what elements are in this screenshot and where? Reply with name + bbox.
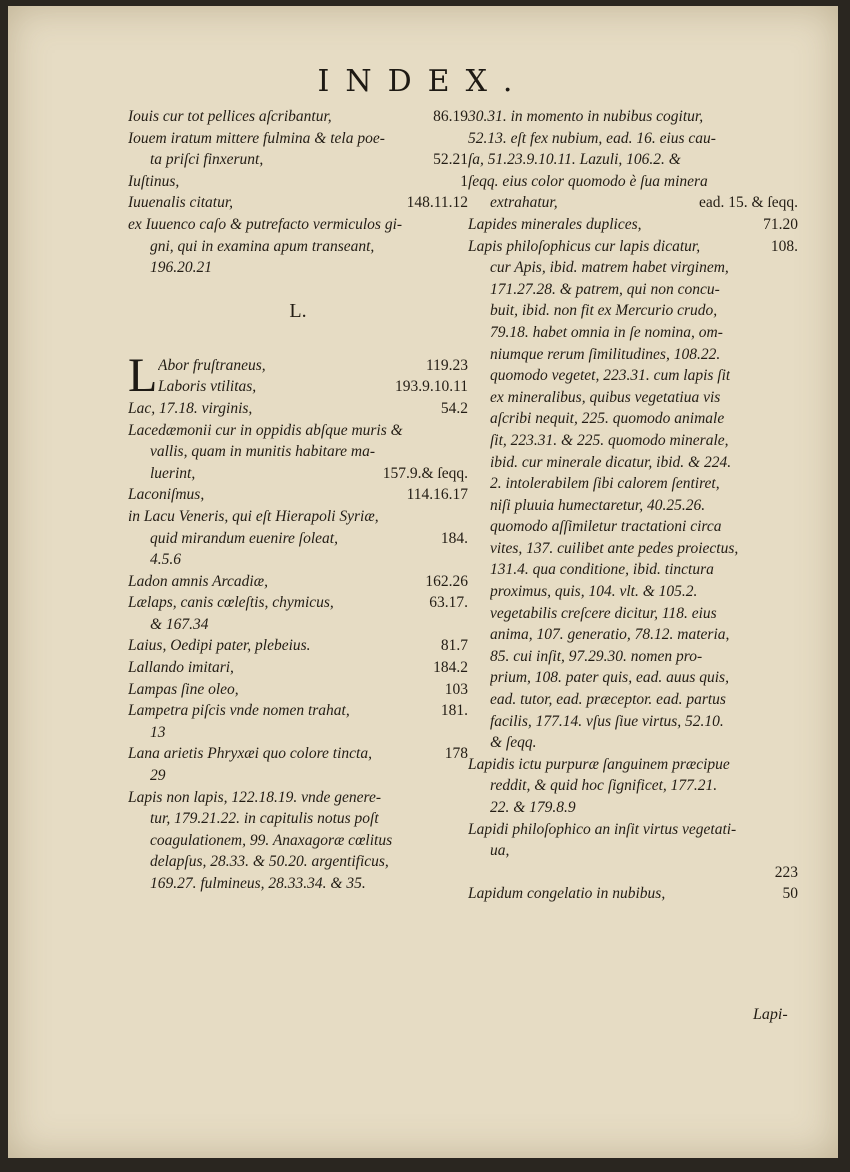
index-line — [468, 711, 798, 733]
page-reference — [792, 840, 798, 862]
drop-cap-letter: L — [128, 348, 158, 402]
index-text: ua, — [490, 842, 510, 860]
index-text: Lana arietis Phryxæi quo colore tincta, — [128, 745, 372, 763]
index-line — [468, 192, 798, 214]
index-line — [468, 862, 798, 884]
index-line — [158, 355, 468, 377]
index-entry — [128, 484, 468, 506]
index-text: Lapis non lapis, 122.18.19. vnde genere- — [128, 788, 381, 806]
page-reference: 184.2 — [433, 659, 468, 677]
page-reference: 50 — [782, 885, 798, 903]
page-reference — [792, 754, 798, 776]
index-line — [128, 765, 468, 787]
page-reference: 63.17. — [429, 594, 468, 612]
page-reference — [792, 473, 798, 495]
index-line — [128, 808, 468, 830]
index-text: vites, 137. cuilibet ante pedes proiectus, — [490, 539, 739, 557]
index-line — [468, 452, 798, 474]
index-line — [468, 516, 798, 538]
index-text: 79.18. habet omnia in ſe nomina, om- — [490, 323, 723, 341]
page-reference — [792, 797, 798, 819]
index-line — [128, 398, 468, 420]
index-line — [468, 646, 798, 668]
page-reference — [792, 365, 798, 387]
index-text: reddit, & quid hoc ſignificet, 177.21. — [490, 777, 718, 795]
index-text: Laconiſmus, — [128, 486, 205, 504]
index-text: 22. & 179.8.9 — [490, 799, 576, 816]
index-text: niumque rerum ſimilitudines, 108.22. — [490, 345, 721, 363]
page-reference — [792, 149, 798, 171]
index-line — [128, 743, 468, 765]
dropcap-entry — [128, 348, 468, 402]
index-line — [468, 689, 798, 711]
index-line — [468, 624, 798, 646]
index-text: & 167.34 — [150, 615, 209, 633]
left-entries-bottom — [128, 398, 468, 895]
index-line — [128, 549, 468, 571]
index-text: ta priſci finxerunt, — [150, 151, 264, 169]
index-text: Iuuenalis citatur, — [128, 194, 234, 212]
index-text: Lapides minerales duplices, — [468, 215, 642, 233]
index-line — [128, 506, 468, 528]
page-reference — [792, 775, 798, 797]
index-entry — [468, 883, 798, 905]
index-text: cur Apis, ibid. matrem habet virginem, — [490, 259, 729, 277]
index-text: niſi pluuia humectaretur, 40.25.26. — [490, 496, 706, 514]
index-line — [128, 571, 468, 593]
index-line — [468, 387, 798, 409]
index-line — [468, 775, 798, 797]
page-reference — [792, 171, 798, 193]
index-line — [128, 722, 468, 744]
page-reference: 1 — [460, 172, 468, 190]
index-line — [468, 322, 798, 344]
index-text: 2. intolerabilem ſibi calorem ſentiret, — [490, 475, 720, 493]
page-reference: 114.16.17 — [406, 486, 468, 504]
page-reference: 184. — [440, 529, 468, 547]
index-entry — [468, 214, 798, 236]
index-text: facilis, 177.14. vſus ſiue virtus, 52.10. — [490, 712, 724, 730]
index-text: ſit, 223.31. & 225. quomodo minerale, — [490, 431, 729, 449]
index-text: 196.20.21 — [150, 259, 212, 277]
index-entry — [468, 754, 798, 819]
page-reference — [792, 603, 798, 625]
index-entry — [128, 787, 468, 895]
index-text: ſa, 51.23.9.10.11. Lazuli, 106.2. & — [468, 151, 681, 169]
page-reference: 148.11.12 — [406, 194, 468, 212]
page-reference: 178 — [444, 745, 468, 763]
index-text: 13 — [150, 723, 166, 741]
page-reference — [792, 689, 798, 711]
index-text: Iouis cur tot pellices aſcribantur, — [128, 108, 332, 125]
index-text: buit, ibid. non fit ex Mercurio crudo, — [490, 302, 718, 320]
page-reference — [792, 559, 798, 581]
index-entry — [128, 635, 468, 657]
index-text: Lampas ſine oleo, — [128, 680, 239, 698]
index-entry — [128, 398, 468, 420]
index-entry — [128, 592, 468, 635]
page-reference: 119.23 — [425, 356, 468, 374]
left-entries-top — [128, 106, 468, 279]
index-entry — [128, 128, 468, 171]
index-line — [468, 257, 798, 279]
index-text: delapſus, 28.33. & 50.20. argentificus, — [150, 853, 389, 871]
index-text: & ſeqq. — [490, 734, 537, 752]
index-line — [468, 581, 798, 603]
page-reference — [792, 128, 798, 150]
index-line — [128, 463, 468, 485]
page-reference — [792, 452, 798, 474]
index-text: 171.27.28. & patrem, qui non concu- — [490, 280, 720, 298]
index-line — [128, 528, 468, 550]
index-text: Iuſtinus, — [128, 172, 180, 190]
page-reference — [792, 538, 798, 560]
index-line — [128, 149, 468, 171]
index-line — [468, 300, 798, 322]
index-text: gni, qui in examina apum transeant, — [150, 237, 375, 255]
page-reference: 157.9.& ſeqq. — [382, 464, 468, 482]
index-line — [128, 236, 468, 258]
index-line — [128, 614, 468, 636]
page-reference — [792, 667, 798, 689]
index-line — [128, 128, 468, 150]
index-line — [468, 495, 798, 517]
index-line — [468, 473, 798, 495]
index-text: ibid. cur minerale dicatur, ibid. & 224. — [490, 453, 732, 471]
index-text: anima, 107. generatio, 78.12. materia, — [490, 626, 730, 644]
index-line — [468, 408, 798, 430]
index-line — [128, 873, 468, 895]
index-text: ead. tutor, ead. præceptor. ead. partus — [490, 691, 726, 709]
page-reference: 71.20 — [763, 215, 798, 233]
index-text: vallis, quam in munitis habitare ma- — [150, 443, 376, 461]
page-reference — [792, 819, 798, 841]
page-reference — [792, 495, 798, 517]
index-text: tur, 179.21.22. in capitulis notus poſt — [150, 810, 379, 828]
catchword: Lapi- — [753, 1006, 788, 1023]
page-reference — [792, 516, 798, 538]
page-reference — [792, 387, 798, 409]
index-line — [468, 171, 798, 193]
index-line — [128, 787, 468, 809]
index-line — [128, 214, 468, 236]
page-reference: 193.9.10.11 — [394, 378, 468, 396]
index-text: Lapis philoſophicus cur lapis dicatur, — [468, 237, 701, 255]
index-text: Iouem iratum mittere fulmina & tela poe- — [128, 129, 385, 147]
index-line — [128, 851, 468, 873]
index-line — [468, 797, 798, 819]
index-text: 131.4. qua conditione, ibid. tinctura — [490, 561, 714, 579]
page-reference — [792, 279, 798, 301]
index-line — [128, 592, 468, 614]
page-reference: 81.7 — [440, 637, 468, 655]
index-text: Lapidum congelatio in nubibus, — [468, 885, 666, 903]
page-reference: 54.2 — [440, 399, 468, 417]
page-reference — [792, 581, 798, 603]
index-entry — [128, 192, 468, 214]
index-entry — [128, 743, 468, 786]
index-text: Ladon amnis Arcadiæ, — [128, 572, 268, 590]
index-entry — [128, 171, 468, 193]
page-reference — [792, 646, 798, 668]
page-reference — [792, 257, 798, 279]
index-line — [128, 106, 468, 128]
page-reference: 52.21 — [433, 151, 468, 169]
index-line — [468, 667, 798, 689]
index-entry — [128, 679, 468, 701]
index-line — [128, 830, 468, 852]
index-line — [468, 819, 798, 841]
index-line — [468, 732, 798, 754]
index-line — [128, 700, 468, 722]
page-reference — [792, 300, 798, 322]
index-text: Lælaps, canis cœleſtis, chymicus, — [128, 594, 334, 612]
page-reference: 162.26 — [425, 572, 468, 590]
index-line — [158, 376, 468, 398]
page-reference — [792, 106, 798, 128]
index-line — [128, 679, 468, 701]
page-reference — [792, 322, 798, 344]
left-column — [128, 106, 468, 895]
index-line — [128, 635, 468, 657]
index-text: ex mineralibus, quibus vegetatiua vis — [490, 388, 721, 406]
index-text: 169.27. fulmineus, 28.33.34. & 35. — [150, 875, 366, 892]
index-line — [468, 538, 798, 560]
index-line — [128, 257, 468, 279]
page-reference: 223 — [774, 863, 798, 881]
index-line — [468, 603, 798, 625]
index-line — [468, 559, 798, 581]
index-text: Lampetra piſcis vnde nomen trahat, — [128, 702, 350, 720]
page-reference — [792, 732, 798, 754]
index-entry — [468, 236, 798, 754]
index-text: Abor fruſtraneus, — [158, 356, 266, 374]
index-line — [128, 192, 468, 214]
page-reference: 103 — [444, 680, 468, 698]
index-text: quomodo aſſimiletur tractationi circa — [490, 518, 722, 536]
index-entry — [128, 420, 468, 485]
index-text: Lacedæmonii cur in oppidis abſque muris & — [128, 421, 403, 439]
index-text: quid mirandum euenire ſoleat, — [150, 529, 338, 547]
dropcap-lines — [158, 355, 468, 398]
index-line — [468, 840, 798, 862]
index-text: 52.13. eſt fex nubium, ead. 16. eius cau- — [468, 129, 716, 147]
index-text: aſcribi nequit, 225. quomodo animale — [490, 410, 725, 428]
page-reference — [792, 408, 798, 430]
right-entries — [468, 106, 798, 905]
index-text: Lac, 17.18. virginis, — [128, 399, 253, 417]
index-line — [468, 365, 798, 387]
page-header: INDEX. — [317, 64, 529, 99]
index-entry — [128, 700, 468, 743]
index-line — [128, 420, 468, 442]
index-line — [468, 754, 798, 776]
index-line — [468, 344, 798, 366]
index-entry — [468, 819, 798, 884]
index-text: in Lacu Veneris, qui eſt Hierapoli Syriæ, — [128, 507, 379, 525]
index-line — [468, 128, 798, 150]
index-line — [468, 106, 798, 128]
index-text: 85. cui inſit, 97.29.30. nomen pro- — [490, 647, 703, 665]
index-entry — [468, 106, 798, 214]
index-entry — [128, 506, 468, 571]
page-reference — [792, 430, 798, 452]
index-text: luerint, — [150, 464, 196, 482]
index-line — [468, 149, 798, 171]
index-text: coagulationem, 99. Anaxagoræ cœlitus — [150, 831, 393, 849]
index-entry — [128, 571, 468, 593]
page-reference: ead. 15. & ſeqq. — [698, 194, 798, 212]
right-column — [468, 106, 798, 905]
page-reference — [792, 344, 798, 366]
index-text: 29 — [150, 767, 166, 785]
index-text: ex Iuuenco caſo & putrefacto vermiculos gi- — [128, 215, 403, 233]
section-letter: L. — [289, 299, 307, 322]
page-reference — [792, 624, 798, 646]
index-line — [128, 657, 468, 679]
page-reference — [792, 711, 798, 733]
index-text: vegetabilis creſcere dicitur, 118. eius — [490, 604, 717, 622]
index-line — [468, 236, 798, 258]
index-text: proximus, quis, 104. vlt. & 105.2. — [490, 583, 698, 601]
index-entry — [128, 214, 468, 279]
index-text: Laboris vtilitas, — [158, 378, 257, 396]
index-text: Lallando imitari, — [128, 659, 234, 677]
index-text: 30.31. in momento in nubibus cogitur, — [468, 108, 704, 125]
index-text: prium, 108. pater quis, ead. auus quis, — [490, 669, 729, 687]
index-entry — [128, 106, 468, 128]
index-text: Lapidi philoſophico an inſit virtus vegetati- — [468, 820, 737, 838]
index-line — [468, 214, 798, 236]
index-entry — [128, 657, 468, 679]
book-page — [8, 6, 838, 1158]
index-line — [468, 279, 798, 301]
page-reference: 181. — [440, 702, 468, 720]
index-line — [128, 171, 468, 193]
page-reference: 108. — [770, 237, 798, 255]
index-line — [468, 430, 798, 452]
index-text: 4.5.6 — [150, 551, 181, 569]
index-text: extrahatur, — [490, 194, 558, 212]
index-text: quomodo vegetet, 223.31. cum lapis ſit — [490, 367, 731, 385]
page-reference: 86.19 — [433, 108, 468, 125]
index-text: Lapidis ictu purpuræ ſanguinem præcipue — [468, 755, 730, 773]
index-line — [128, 441, 468, 463]
index-text: Laius, Oedipi pater, plebeius. — [128, 637, 311, 655]
index-text: ſeqq. eius color quomodo è ſua minera — [468, 172, 708, 190]
index-line — [128, 484, 468, 506]
index-line — [468, 883, 798, 905]
